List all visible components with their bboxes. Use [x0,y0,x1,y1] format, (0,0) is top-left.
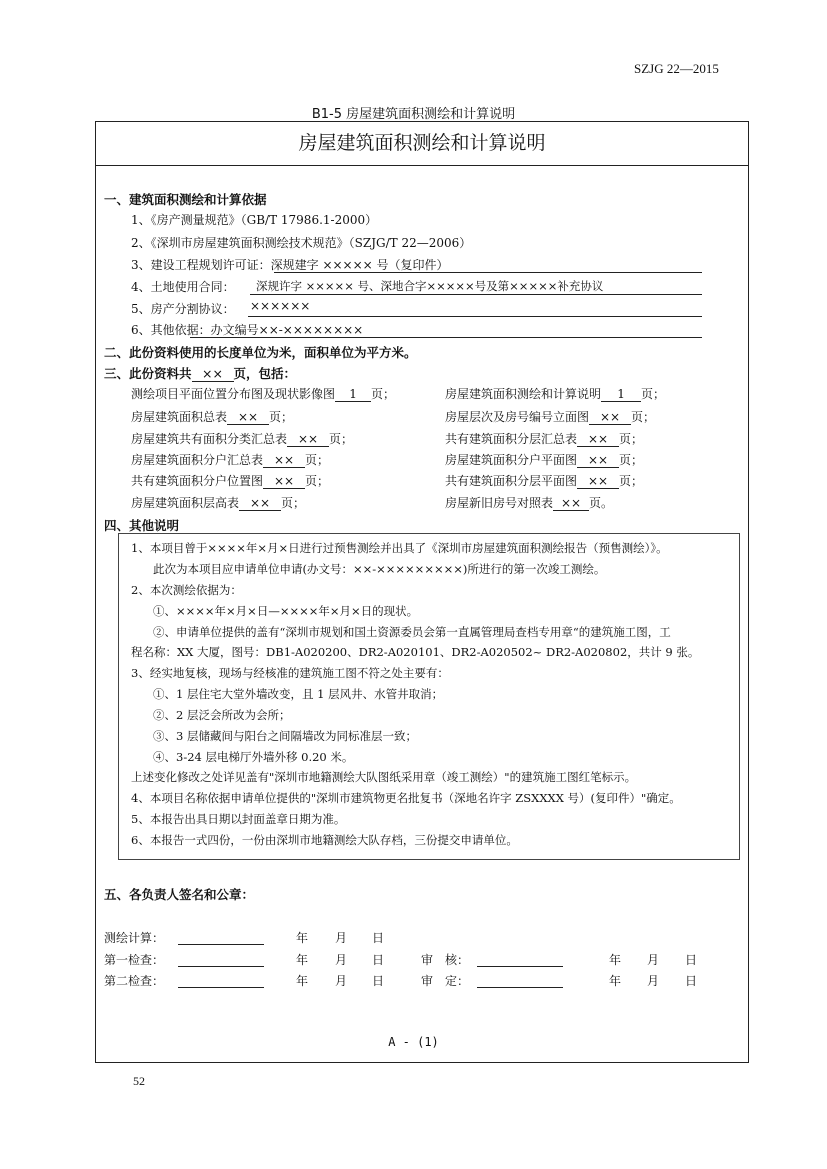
date-year: 年 [296,931,309,945]
note-line: 2、本次测绘依据为： [131,583,242,597]
page-unit: 页； [329,432,354,446]
page-unit: 页； [619,453,644,467]
note-line: 4、本项目名称依据申请单位提供的"深圳市建筑物更名批复书（深地名许字 ZSXXXX 号）(复印件）"确定。 [131,791,681,805]
page-unit: 页； [269,410,294,424]
sign-label-review: 审 核： [421,953,470,967]
content-item-left [131,472,329,489]
note-line: ①、××××年×月×日—××××年×月×日的现状。 [153,604,419,618]
content-label: 共有建筑面积分户位置图 [131,474,264,488]
form-caption: B1-5 房屋建筑面积测绘和计算说明 [311,107,516,122]
signature-line-survey[interactable] [178,944,264,945]
sign-label-approve: 审 定： [421,974,470,988]
page-count-field: ×× [589,410,631,425]
sign-label-first-check: 第一检查： [104,953,165,967]
page-count-field: ×× [577,453,619,468]
signature-line-review[interactable] [477,966,563,967]
basis-item-1: 1、《房产测量规范》（GB/T 17986.1-2000） [131,213,378,227]
note-line: 上述变化修改之处详见盖有"深圳市地籍测绘大队图纸采用章（竣工测绘）"的建筑施工图红笔标示。 [131,770,637,784]
sign-label-survey: 测绘计算： [104,931,165,945]
section1-heading: 一、建筑面积测绘和计算依据 [104,192,267,207]
section3-prefix: 三、此份资料共 [104,366,192,381]
basis-item-5-label: 5、房产分割协议： [131,302,235,316]
content-label: 测绘项目平面位置分布图及现状影像图 [131,387,336,401]
basis-item-3: 3、建设工程规划许可证：深规建字 ××××× 号（复印件） [131,258,449,272]
page-count-field: ×× [263,474,305,489]
content-label: 房屋建筑面积总表 [131,410,228,424]
content-item-left [131,408,293,425]
content-label: 房屋层次及房号编号立面图 [445,410,590,424]
page-count-field: ×× [577,474,619,489]
underline-contract [250,294,702,295]
page-label: A - (1) [388,1035,439,1049]
content-label: 房屋建筑面积分户平面图 [445,453,578,467]
date-year: 年 [609,974,622,988]
page-unit: 页； [619,474,644,488]
date-year: 年 [296,953,309,967]
date-day: 日 [685,953,698,967]
content-item-right [445,451,643,468]
date-year: 年 [609,953,622,967]
content-label: 共有建筑面积分层汇总表 [445,432,578,446]
document-code: SZJG 22—2015 [634,61,719,76]
underline-permit [274,272,702,273]
section3-heading [104,364,296,382]
page-unit: 页； [641,387,666,401]
basis-item-4-label: 4、土地使用合同： [131,280,235,294]
content-label: 房屋新旧房号对照表 [445,496,554,510]
note-line: ①、1 层住宅大堂外墙改变，且 1 层风井、水管井取消； [153,687,444,701]
underline-split [248,316,702,317]
note-line: ②、申请单位提供的盖有“深圳市规划和国土资源委员会第一直属管理局查档专用章“的建筑施工图，工 [153,625,671,639]
land-contract-value: 深规许字 ××××× 号、深地合字×××××号及第×××××补充协议 [256,279,604,293]
sign-label-second-check: 第二检查： [104,974,165,988]
date-month: 月 [335,931,348,945]
content-item-right [445,472,643,489]
note-line: ③、3 层储藏间与阳台之间隔墙改为同标准层一致； [153,729,417,743]
section3-suffix: 页，包括： [233,366,297,381]
content-label: 房屋建筑面积层高表 [131,496,240,510]
signature-line-approve[interactable] [477,987,563,988]
basis-item-2: 2、《深圳市房屋建筑面积测绘技术规范》（SZJG/T 22—2006） [131,236,472,250]
note-line: 此次为本项目应申请单位申请(办文号：××-×××××××××)所进行的第一次竣工测绘。 [153,562,606,576]
content-item-right [445,430,643,447]
section4-heading: 四、其他说明 [104,518,180,533]
date-year: 年 [296,974,309,988]
form-title: 房屋建筑面积测绘和计算说明 [95,121,749,166]
date-day: 日 [372,931,385,945]
page-unit: 页； [281,496,306,510]
date-day: 日 [372,974,385,988]
content-label: 房屋建筑面积分户汇总表 [131,453,264,467]
content-item-left [131,430,353,447]
note-line: 3、经实地复核，现场与经核准的建筑施工图不符之处主要有： [131,666,449,680]
page-count-field: ×× [553,496,589,511]
date-month: 月 [647,974,660,988]
date-day: 日 [372,953,385,967]
page-unit: 页。 [589,496,614,510]
page-unit: 页； [371,387,396,401]
section5-heading: 五、各负责人签名和公章： [104,887,255,902]
underline-other [190,337,702,338]
content-item-right [445,494,613,511]
note-line: 程名称：XX 大厦，图号：DB1-A020200、DR2-A020101、DR2-A020502~ DR2-A020802，共计 9 张。 [131,645,700,659]
split-agreement-value: ×××××× [250,299,311,313]
date-month: 月 [647,953,660,967]
page-number: 52 [133,1074,145,1088]
page-unit: 页； [619,432,644,446]
content-item-left [131,451,329,468]
signature-line-first-check[interactable] [178,966,264,967]
basis-item-6: 6、其他依据：办文编号××-×××××××× [131,323,364,337]
page-unit: 页； [631,410,656,424]
page-unit: 页； [305,453,330,467]
note-line: ②、2 层泛会所改为会所； [153,708,291,722]
content-label: 房屋建筑面积测绘和计算说明 [445,387,602,401]
section2-heading: 二、此份资料使用的长度单位为米，面积单位为平方米。 [104,345,417,360]
content-item-left [131,494,305,511]
note-line: ④、3-24 层电梯厅外墙外移 0.20 米。 [153,750,354,764]
content-item-right [445,408,655,425]
date-month: 月 [335,974,348,988]
content-item-right [445,385,665,402]
page-count-field: ×× [227,410,269,425]
content-label: 房屋建筑共有面积分类汇总表 [131,432,288,446]
signature-line-second-check[interactable] [178,987,264,988]
page-count-field: ×× [287,432,329,447]
section3-page-count: ×× [192,366,234,382]
date-month: 月 [335,953,348,967]
content-label: 共有建筑面积分层平面图 [445,474,578,488]
note-line: 5、本报告出具日期以封面盖章日期为准。 [131,812,346,826]
page-count-field: ×× [239,496,281,511]
page-unit: 页； [305,474,330,488]
date-day: 日 [685,974,698,988]
content-item-left [131,385,395,402]
note-line: 6、本报告一式四份，一份由深圳市地籍测绘大队存档，三份提交申请单位。 [131,833,518,847]
page-count-field: 1 [335,387,371,402]
page-count-field: ×× [577,432,619,447]
note-line: 1、本项目曾于××××年×月×日进行过预售测绘并出具了《深圳市房屋建筑面积测绘报告（预售测绘）》。 [131,541,668,555]
page-count-field: 1 [601,387,641,402]
page-count-field: ×× [263,453,305,468]
